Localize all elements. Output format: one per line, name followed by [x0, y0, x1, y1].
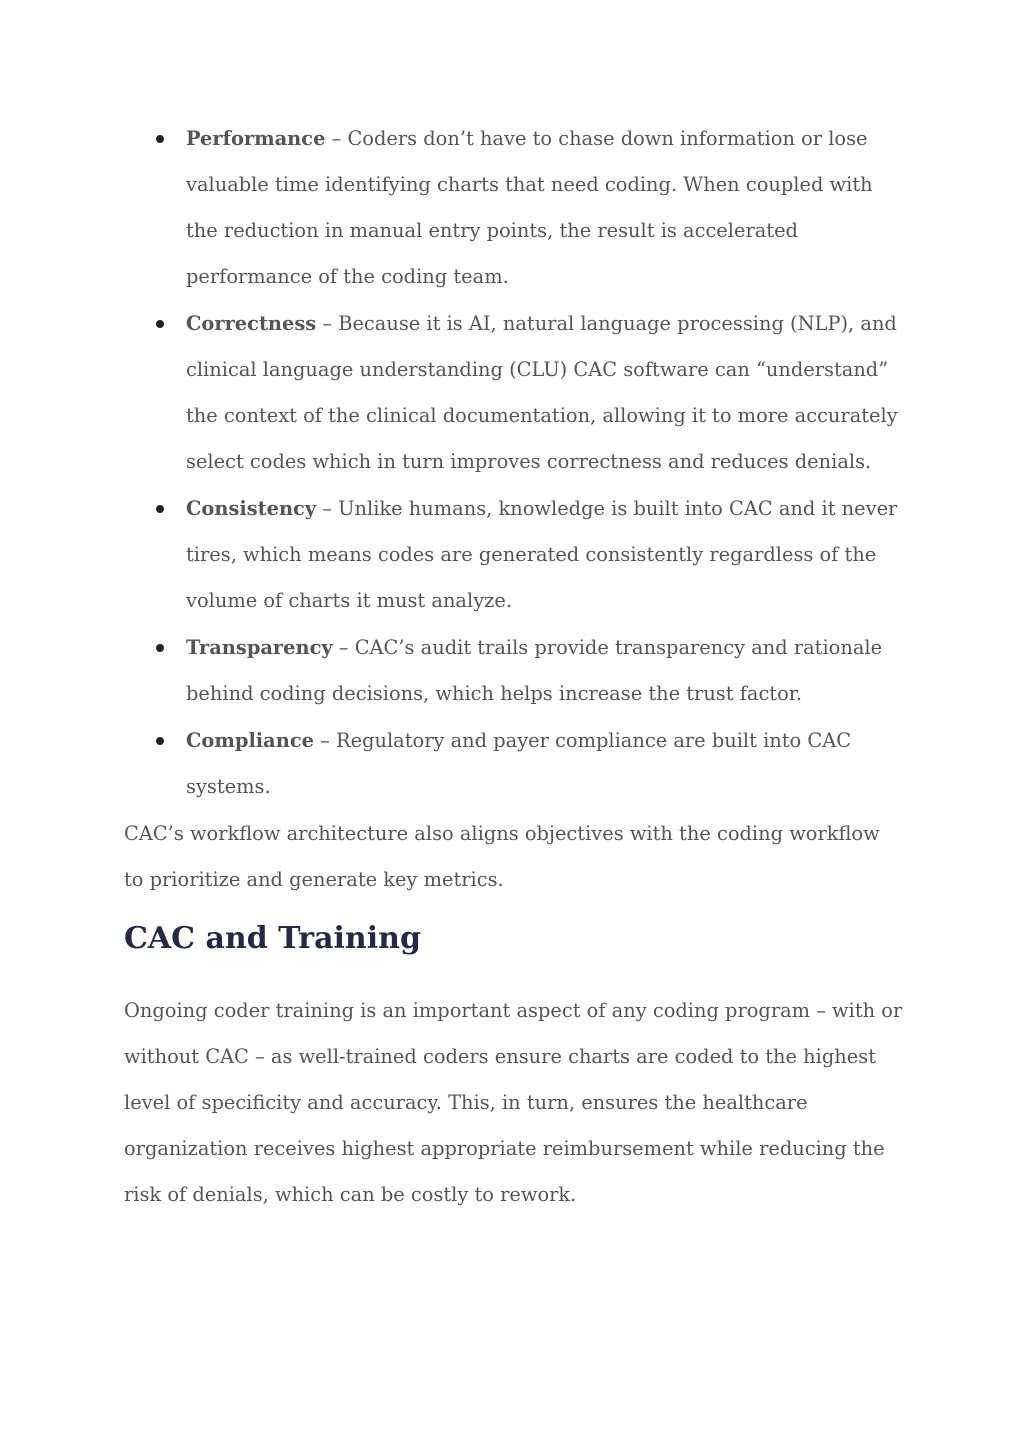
- bullet-text: – Unlike humans, knowledge is built into CAC and it never tires, which means codes are generated consistently regardless of the volume of charts it must analyze.: [186, 497, 898, 612]
- training-paragraph: Ongoing coder training is an important aspect of any coding program – with or without CAC – as well-trained coders ensure charts are coded to the highest level of specificity and accuracy. This, in turn, ensures the healthcare organization receives highest appropriate reimbursement while reducing the risk of denials, which can be costly to rework.: [124, 999, 903, 1206]
- bullet-text: – CAC’s audit trails provide transparency and rationale behind coding decisions, which helps increase the trust factor.: [186, 636, 883, 705]
- bullet-text: – Coders don’t have to chase down information or lose valuable time identifying charts that need coding. When coupled with the reduction in manual entry points, the result is accelerated performance of the coding team.: [186, 127, 873, 288]
- list-item: [124, 718, 904, 810]
- list-item: [124, 116, 904, 300]
- bullet-icon: [156, 320, 164, 328]
- bullet-term: Performance: [186, 127, 326, 150]
- bullet-icon: [156, 737, 164, 745]
- bullet-term: Compliance: [186, 729, 314, 752]
- bullet-term: Consistency: [186, 497, 317, 520]
- bullet-icon: [156, 135, 164, 143]
- bullet-text: – Regulatory and payer compliance are built into CAC systems.: [186, 729, 852, 798]
- workflow-paragraph: CAC’s workflow architecture also aligns objectives with the coding workflow to prioritize and generate key metrics.: [124, 822, 880, 891]
- list-item: [124, 625, 904, 717]
- bullet-text: – Because it is AI, natural language processing (NLP), and clinical language understanding (CLU) CAC software can “understand” the context of the clinical documentation, allowing it to more accurately select codes which in turn improves correctness and reduces denials.: [186, 312, 898, 473]
- bullet-icon: [156, 505, 164, 513]
- bullet-term: Transparency: [186, 636, 333, 659]
- bullet-icon: [156, 644, 164, 652]
- list-item: [124, 486, 904, 624]
- list-item: [124, 301, 904, 485]
- document-page: [124, 116, 904, 1218]
- bullet-term: Correctness: [186, 312, 317, 335]
- benefits-list: [124, 116, 904, 810]
- section-heading: CAC and Training: [124, 921, 421, 956]
